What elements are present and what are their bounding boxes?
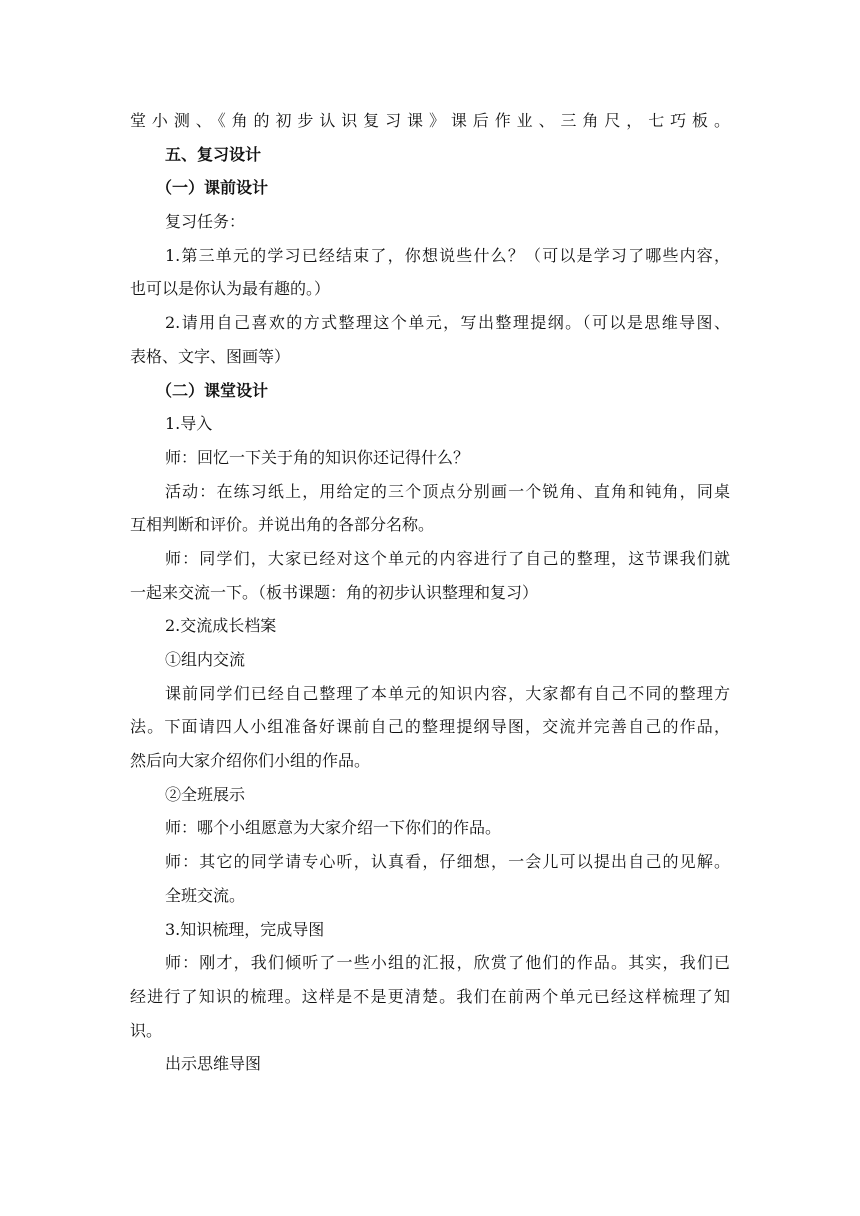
paragraph-line: ②全班展示 xyxy=(165,784,246,804)
paragraph-line: 活动：在练习纸上，用给定的三个顶点分别画一个锐角、直角和钝角，同桌 xyxy=(165,481,730,501)
paragraph-line: 师：刚才，我们倾听了一些小组的汇报，欣赏了他们的作品。其实，我们已 xyxy=(165,953,730,973)
paragraph-line: 1.导入 xyxy=(165,414,213,434)
paragraph-line: 表格、文字、图画等） xyxy=(130,346,291,366)
paragraph-line: 3.知识梳理，完成导图 xyxy=(165,919,325,939)
paragraph-line: 堂小测、《角的初步认识复习课》课后作业、三角尺，七巧板。 xyxy=(130,111,730,130)
document-body xyxy=(130,104,730,1081)
paragraph-line: 师：同学们，大家已经对这个单元的内容进行了自己的整理，这节课我们就 xyxy=(165,548,730,568)
paragraph-line: 师：哪个小组愿意为大家介绍一下你们的作品。 xyxy=(165,818,502,838)
paragraph-line: 复习任务： xyxy=(165,212,246,232)
paragraph-line: ①组内交流 xyxy=(165,650,246,669)
paragraph-line: 法。下面请四人小组准备好课前自己的整理提纲导图，交流并完善自己的作品， xyxy=(130,717,730,737)
paragraph-line: 师：其它的同学请专心听，认真看，仔细想，一会儿可以提出自己的见解。 xyxy=(165,852,730,872)
paragraph-line: 互相判断和评价。并说出角的各部分名称。 xyxy=(130,515,435,535)
paragraph-line: 然后向大家介绍你们小组的作品。 xyxy=(130,751,371,771)
paragraph-line: 师：回忆一下关于角的知识你还记得什么？ xyxy=(165,447,470,467)
paragraph-line: 识。 xyxy=(130,1020,163,1040)
paragraph-line: 经进行了知识的梳理。这样是不是更清楚。我们在前两个单元已经这样梳理了知 xyxy=(130,986,730,1006)
paragraph-line: 出示思维导图 xyxy=(165,1054,262,1074)
paragraph-line: 全班交流。 xyxy=(165,885,246,905)
subsection-heading: （一）课前设计 xyxy=(156,178,269,198)
paragraph-line: 一起来交流一下。（板书课题：角的初步认识整理和复习） xyxy=(130,582,539,602)
paragraph-line: 也可以是你认为最有趣的。） xyxy=(130,279,331,299)
paragraph-line: 2.请用自己喜欢的方式整理这个单元，写出整理提纲。（可以是思维导图、 xyxy=(165,313,730,333)
paragraph-line: 1.第三单元的学习已经结束了，你想说些什么？（可以是学习了哪些内容， xyxy=(165,245,730,265)
section-heading: 五、复习设计 xyxy=(165,144,262,164)
paragraph-line: 2.交流成长档案 xyxy=(165,616,277,636)
paragraph-line: 课前同学们已经自己整理了本单元的知识内容，大家都有自己不同的整理方 xyxy=(165,683,730,703)
subsection-heading: （二）课堂设计 xyxy=(156,380,269,400)
